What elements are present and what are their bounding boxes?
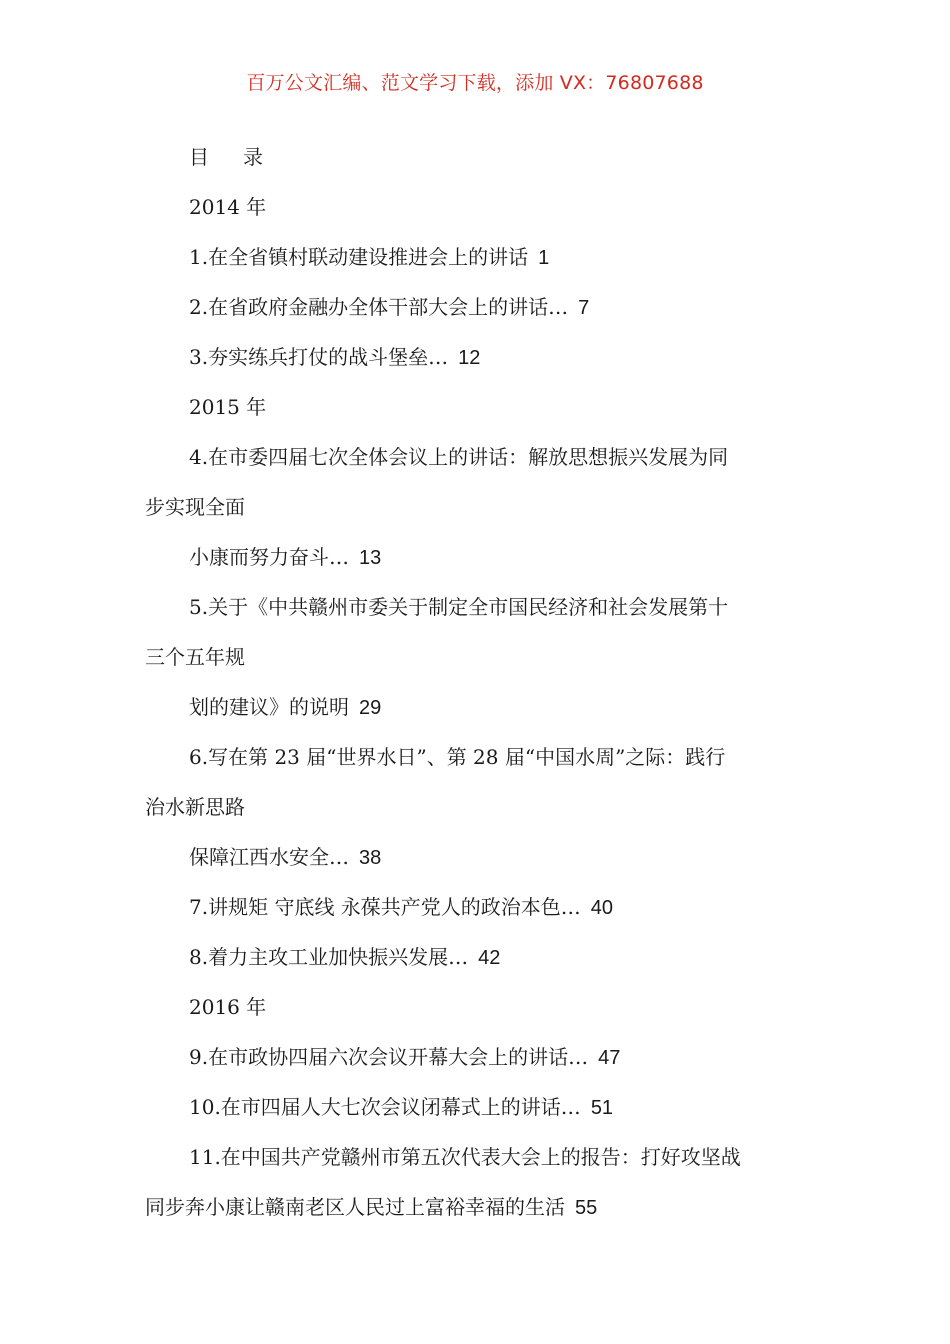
toc-page-number: 29 (359, 697, 382, 719)
toc-page-number: 38 (359, 847, 382, 869)
toc-line (145, 482, 810, 532)
toc-line (145, 1082, 810, 1132)
toc-page-number: 51 (590, 1097, 614, 1119)
toc-page-number: 55 (575, 1197, 598, 1219)
toc-line-text: 11.在中国共产党赣州市第五次代表大会上的报告：打好攻坚战 (189, 1145, 741, 1169)
toc-line-text: 同步奔小康让赣南老区人民过上富裕幸福的生活 (145, 1195, 565, 1219)
toc-line-text: 1.在全省镇村联动建设推进会上的讲话 (189, 245, 529, 269)
toc-line (145, 832, 810, 882)
toc-line (145, 282, 810, 332)
toc-line-text: 7.讲规矩 守底线 永葆共产党人的政治本色… (189, 895, 581, 919)
table-of-contents (145, 132, 810, 1232)
toc-page-number: 47 (598, 1047, 621, 1069)
toc-line-text: 2015 年 (189, 395, 267, 419)
toc-year-heading (145, 982, 810, 1032)
toc-page-number: 42 (478, 947, 501, 969)
toc-page-number: 1 (538, 247, 550, 269)
toc-line-text: 2014 年 (189, 195, 267, 219)
toc-line (145, 432, 810, 482)
toc-title-right: 录 (243, 145, 263, 169)
toc-title (145, 132, 810, 182)
toc-line (145, 932, 810, 982)
toc-line-text: 6.写在第 23 届“世界水日”、第 28 届“中国水周”之际：践行 (189, 745, 726, 769)
toc-line (145, 232, 810, 282)
toc-page-number: 12 (458, 347, 481, 369)
toc-line-text: 10.在市四届人大七次会议闭幕式上的讲话… (189, 1095, 581, 1119)
header-note: 百万公文汇编、范文学习下载，添加 VX：76807688 (246, 72, 704, 94)
toc-line (145, 1182, 810, 1232)
toc-line (145, 682, 810, 732)
toc-page-number: 40 (590, 897, 614, 919)
toc-line-text: 9.在市政协四届六次会议开幕大会上的讲话… (189, 1045, 589, 1069)
toc-line (145, 1032, 810, 1082)
toc-line (145, 632, 810, 682)
toc-line (145, 732, 810, 782)
toc-year-heading (145, 182, 810, 232)
toc-line (145, 782, 810, 832)
toc-line-text: 8.着力主攻工业加快振兴发展… (189, 945, 469, 969)
toc-line (145, 332, 810, 382)
toc-title-left: 目 (189, 145, 209, 169)
toc-line-text: 步实现全面 (145, 495, 245, 519)
toc-line-text: 小康而努力奋斗… (189, 545, 349, 569)
toc-year-heading (145, 382, 810, 432)
toc-line (145, 532, 810, 582)
toc-lines (145, 182, 810, 1232)
toc-line-text: 治水新思路 (145, 795, 245, 819)
toc-line (145, 1132, 810, 1182)
toc-line-text: 2.在省政府金融办全体干部大会上的讲话… (189, 295, 569, 319)
toc-line-text: 划的建议》的说明 (189, 695, 349, 719)
toc-line-text: 4.在市委四届七次全体会议上的讲话：解放思想振兴发展为同 (189, 445, 729, 469)
toc-line-text: 三个五年规 (145, 645, 245, 669)
toc-line (145, 882, 810, 932)
toc-page-number: 13 (359, 547, 382, 569)
toc-line-text: 3.夯实练兵打仗的战斗堡垒… (189, 345, 449, 369)
toc-page-number: 7 (578, 297, 590, 319)
toc-line-text: 保障江西水安全… (189, 845, 349, 869)
toc-line-text: 2016 年 (189, 995, 267, 1019)
toc-line-text: 5.关于《中共赣州市委关于制定全市国民经济和社会发展第十 (189, 595, 729, 619)
toc-line (145, 582, 810, 632)
